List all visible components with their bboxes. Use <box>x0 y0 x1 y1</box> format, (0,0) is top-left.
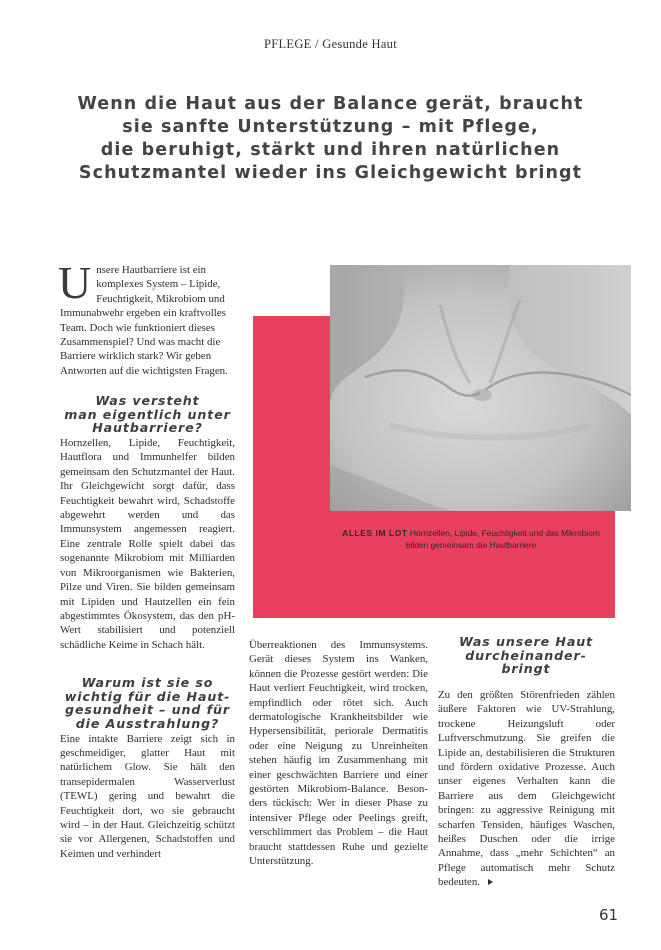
subheading <box>440 635 612 676</box>
headline <box>60 93 601 185</box>
subheading-line: die Ausstrahlung? <box>75 715 220 731</box>
body-text: Zu den größten Störenfrieden zählen äußere Faktoren wie UV-Strahlung, trockene Heizungsluft oder Luftverschmutzung. Sie greifen die Lipide an, destabilisieren die Strukturen und fördern oxidative Prozesse. Auch unser eigenes Verhalten kann die Barriere aus dem Gleichgewicht bringen: zu aggressive Reinigung mit scharfen Tensiden, häufiges Waschen, heißes Duschen oder die irrige Annahme, dass „mehr Schichten“ an Pflege automatisch mehr Schutz bedeuten. <box>438 689 615 889</box>
subheading-line: Hautbarriere? <box>92 420 203 436</box>
caption-label: ALLES IM LOT <box>342 528 408 538</box>
subheading-line: Was versteht <box>95 393 200 409</box>
body-paragraph <box>438 688 615 890</box>
body-paragraph: Hornzellen, Lipide, Feuchtigkeit, Hautflora und Immunhelfer bilden gemeinsam den Schutzmantel der Haut. Ihr Gleichgewicht sorgt dafür, dass Feuchtigkeit bewahrt wird, Schadstoffe abgewehrt werden und das Immunsystem angemessen reagiert. Eine zentrale Rolle spielt dabei das sogenannte Mikrobiom mit Milliarden von Mikroorganismen wie Bakterien, Pilze und Viren. Sie bilden gemeinsam mit Lipiden und Hautzellen ein fein abgestimmtes Ökosystem, das den pH-Wert stabilisiert und potenziell schädliche Keime in Schach hält. <box>60 437 235 651</box>
headline-line: Wenn die Haut aus der Balance gerät, braucht <box>77 94 584 114</box>
continue-arrow-icon <box>488 879 493 885</box>
article-column-1 <box>58 257 235 861</box>
subheading-line: wichtig für die Haut- <box>64 688 231 704</box>
subheading-line: bringt <box>501 661 551 677</box>
subheading-line: gesundheit – und für <box>65 702 230 718</box>
section-label: PFLEGE / Gesunde Haut <box>263 37 398 51</box>
subheading-line: man eigentlich unter <box>64 406 231 422</box>
headline-line: die beruhigt, stärkt und ihren natürlichen <box>100 140 561 160</box>
decollete-photo <box>330 265 631 511</box>
page-number: 61 <box>599 906 619 924</box>
caption-text: Hornzellen, Lipide, Feuchtigkeit und das Mikrobiom bilden gemeinsam die Hautbarriere <box>405 528 600 550</box>
subheading-line: Warum ist sie so <box>81 675 214 691</box>
intro-paragraph <box>58 257 235 378</box>
subheading-line: Was unsere Haut <box>458 634 594 649</box>
subheading-line: durcheinander- <box>465 647 587 663</box>
article-column-3 <box>438 688 615 890</box>
photo-caption <box>335 527 607 551</box>
body-paragraph: Überreaktionen des Immunsystems. Gerät dieses System ins Wanken, können die Prozesse gestört werden: Die Haut verliert Feuchtigkeit, wird trocken, empfindlich oder rötet sich. Auch dermatologische Krankheitsbilder wie Hypersensibilität, periorale Dermatitis oder eine Neigung zu Unreinheiten stehen häufig im Zusammenhang mit einer geschwächten Barriere und einer gestörten Mikrobiom-Balance. Besonders tückisch: Wer in dieser Phase zu intensiver Pflege oder Peelings greift, verschlimmert das Problem – die Haut braucht stattdessen Ruhe und gezielte Unterstützung. <box>249 639 428 868</box>
headline-line: Schutzmantel wieder ins Gleichgewicht bringt <box>78 163 583 183</box>
drop-cap: U <box>58 257 92 308</box>
article-column-2 <box>249 638 428 869</box>
headline-line: sie sanfte Unterstützung – mit Pflege, <box>122 117 539 137</box>
subheading <box>60 394 235 435</box>
intro-text: nsere Hautbarriere ist ein komplexes System – Lipide, Feuchtigkeit, Mikrobiom und Immunabwehr ergeben ein kraftvolles Team. Doch wie funktioniert dieses Zusammenspiel? Und was macht die Barriere wirklich stark? Wir geben Antworten auf die wichtigsten Fragen. <box>60 264 228 377</box>
body-paragraph: Eine intakte Barriere zeigt sich in geschmeidiger, glatter Haut mit natürlichem Glow. Sie hält den transepidermalen Wasserverlust (TEWL) gering und bewahrt die Feuchtigkeit dort, wo sie gebraucht wird – in der Haut. Gleichzeitig schützt sie vor Allergenen, Schadstoffen und Keimen und verhindert <box>60 732 235 860</box>
subheading <box>60 676 235 730</box>
